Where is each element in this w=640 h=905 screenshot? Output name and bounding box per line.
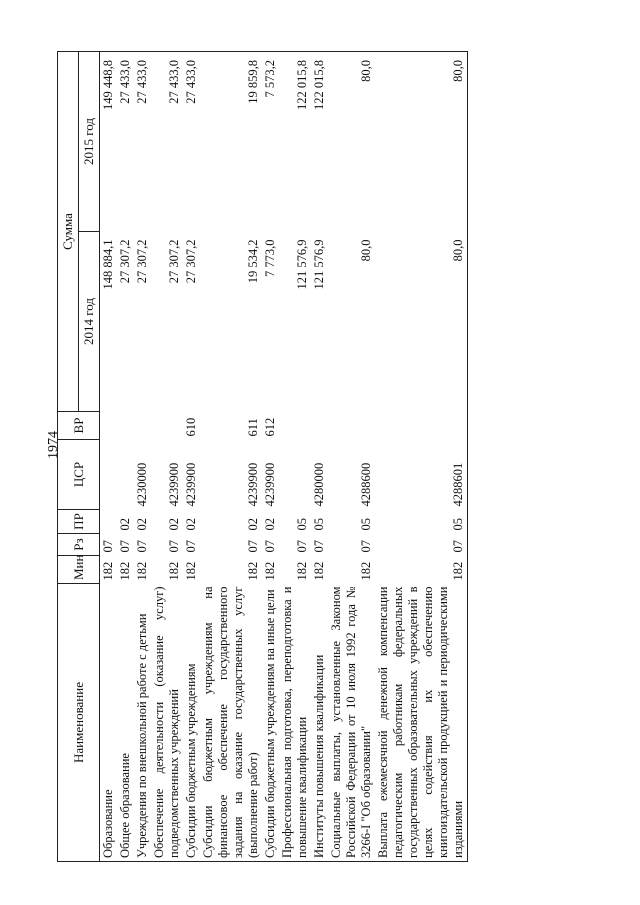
- cell-vr: [117, 412, 134, 440]
- cell-name: Субсидии бюджетным учреждениям на иные цели: [262, 584, 279, 862]
- cell-y2014: 148 884,1: [101, 239, 115, 290]
- table-row: [200, 52, 262, 862]
- header-csr: ЦСР: [58, 440, 100, 510]
- cell-csr: 4239900: [184, 462, 198, 507]
- header-min: Мин: [58, 556, 100, 584]
- cell-name: Профессиональная подготовка, переподготовка и повышение квалификации: [279, 584, 311, 862]
- cell-vr: [151, 412, 183, 440]
- header-2015: 2015 год: [79, 52, 100, 232]
- table-row: [100, 52, 118, 862]
- table-row: [375, 52, 468, 862]
- cell-y2014: 121 576,9: [312, 239, 326, 290]
- cell-name: Выплата ежемесячной денежной компенсации педагогическим работникам федеральных государственных образовательных учреждений в целях содействия их обеспечению книгоиздательской продукцией и периодическими изданиями: [375, 584, 468, 862]
- cell-pr: [100, 510, 118, 534]
- cell-min: 182: [101, 561, 115, 581]
- cell-min: 182: [184, 561, 198, 581]
- cell-name: Образование: [100, 584, 118, 862]
- table-row: [311, 52, 328, 862]
- cell-rz: 07: [101, 540, 115, 553]
- cell-csr: 4239900: [167, 462, 181, 507]
- cell-min: 182: [263, 561, 277, 581]
- cell-pr: 02: [167, 518, 181, 531]
- cell-vr: 612: [263, 417, 277, 437]
- cell-rz: 07: [295, 540, 309, 553]
- cell-rz: 07: [359, 540, 373, 553]
- cell-pr: 02: [246, 518, 260, 531]
- cell-min: 182: [312, 561, 326, 581]
- cell-y2015: 122 015,8: [279, 52, 311, 232]
- cell-y2014: 80,0: [375, 232, 468, 412]
- cell-y2015: 27 433,0: [117, 52, 134, 232]
- header-name: Наименование: [58, 584, 100, 862]
- cell-vr: 610: [184, 417, 198, 437]
- cell-min: 182: [135, 561, 149, 581]
- cell-rz: 07: [263, 540, 277, 553]
- cell-vr: 611: [246, 418, 260, 437]
- cell-name: Институты повышения квалификации: [311, 584, 328, 862]
- table-row: [134, 52, 151, 862]
- cell-name: Субсидии бюджетным учреждениям на финансовое обеспечение государственного задания на оказание государственных услуг (выполнение работ): [200, 584, 262, 862]
- cell-rz: 07: [184, 540, 198, 553]
- cell-csr: [117, 440, 134, 510]
- budget-table-frame: [57, 52, 640, 858]
- cell-pr: 05: [295, 518, 309, 531]
- cell-min: 182: [295, 561, 309, 581]
- cell-vr: [100, 412, 118, 440]
- cell-y2015: 149 448,8: [100, 52, 118, 232]
- budget-table: [57, 51, 468, 862]
- cell-csr: [279, 440, 311, 510]
- cell-rz: 07: [118, 540, 132, 553]
- cell-y2014: 80,0: [359, 239, 373, 262]
- cell-csr: 4280000: [312, 462, 326, 507]
- table-row: [151, 52, 183, 862]
- cell-pr: 02: [263, 518, 277, 531]
- header-sum: Сумма: [58, 52, 79, 412]
- cell-vr: [279, 412, 311, 440]
- header-rz: Рз: [58, 534, 100, 556]
- cell-y2015: 80,0: [328, 52, 375, 232]
- cell-rz: 07: [135, 540, 149, 553]
- cell-rz: 07: [167, 540, 181, 553]
- cell-pr: 05: [375, 510, 468, 534]
- table-body: [100, 52, 468, 862]
- cell-vr: [311, 412, 328, 440]
- header-vr: ВР: [58, 412, 100, 440]
- cell-name: Обеспечение деятельности (оказание услуг) подведомственных учреждений: [151, 584, 183, 862]
- cell-name: Социальные выплаты, установленные Законом Российской Федерации от 10 июля 1992 года № 3266-I "Об образовании": [328, 584, 375, 862]
- cell-vr: [328, 412, 375, 440]
- cell-y2015: 27 433,0: [151, 52, 183, 232]
- cell-min: 182: [375, 556, 468, 584]
- cell-y2015: 80,0: [375, 52, 468, 232]
- cell-y2015: 19 859,8: [200, 52, 262, 232]
- cell-min: 182: [167, 561, 181, 581]
- header-2014: 2014 год: [79, 232, 100, 412]
- cell-rz: 07: [312, 540, 326, 553]
- cell-rz: 07: [375, 534, 468, 556]
- cell-pr: 05: [359, 518, 373, 531]
- cell-csr: [100, 440, 118, 510]
- cell-y2014: 19 534,2: [246, 239, 260, 284]
- cell-y2015: 122 015,8: [311, 52, 328, 232]
- cell-y2015: 27 433,0: [134, 52, 151, 232]
- cell-csr: 4288601: [375, 440, 468, 510]
- cell-y2014: 121 576,9: [295, 239, 309, 290]
- cell-min: 182: [118, 561, 132, 581]
- cell-pr: 05: [312, 518, 326, 531]
- cell-csr: 4230000: [135, 462, 149, 507]
- cell-rz: 07: [246, 540, 260, 553]
- cell-y2014: 27 307,2: [118, 239, 132, 284]
- cell-csr: 4288600: [359, 462, 373, 507]
- cell-min: 182: [359, 561, 373, 581]
- cell-name: Общее образование: [117, 584, 134, 862]
- header-pr: ПР: [58, 510, 100, 534]
- cell-pr: 02: [135, 518, 149, 531]
- cell-name: Учреждения по внешкольной работе с детьми: [134, 584, 151, 862]
- table-row: [262, 52, 279, 862]
- cell-name: Субсидии бюджетным учреждениям: [183, 584, 200, 862]
- cell-vr: [134, 412, 151, 440]
- cell-csr: 4239900: [246, 462, 260, 507]
- cell-vr: [375, 412, 468, 440]
- cell-pr: 02: [184, 518, 198, 531]
- cell-y2014: 27 307,2: [135, 239, 149, 284]
- page-number: 1974: [46, 431, 61, 459]
- cell-y2014: 27 307,2: [184, 239, 198, 284]
- table-row: [117, 52, 134, 862]
- cell-csr: 4239900: [263, 462, 277, 507]
- cell-pr: 02: [118, 518, 132, 531]
- cell-y2015: 27 433,0: [183, 52, 200, 232]
- cell-min: 182: [246, 561, 260, 581]
- cell-y2015: 7 573,2: [262, 52, 279, 232]
- cell-y2014: 7 773,0: [263, 239, 277, 277]
- table-row: [328, 52, 375, 862]
- table-row: [183, 52, 200, 862]
- table-row: [279, 52, 311, 862]
- cell-y2014: 27 307,2: [167, 239, 181, 284]
